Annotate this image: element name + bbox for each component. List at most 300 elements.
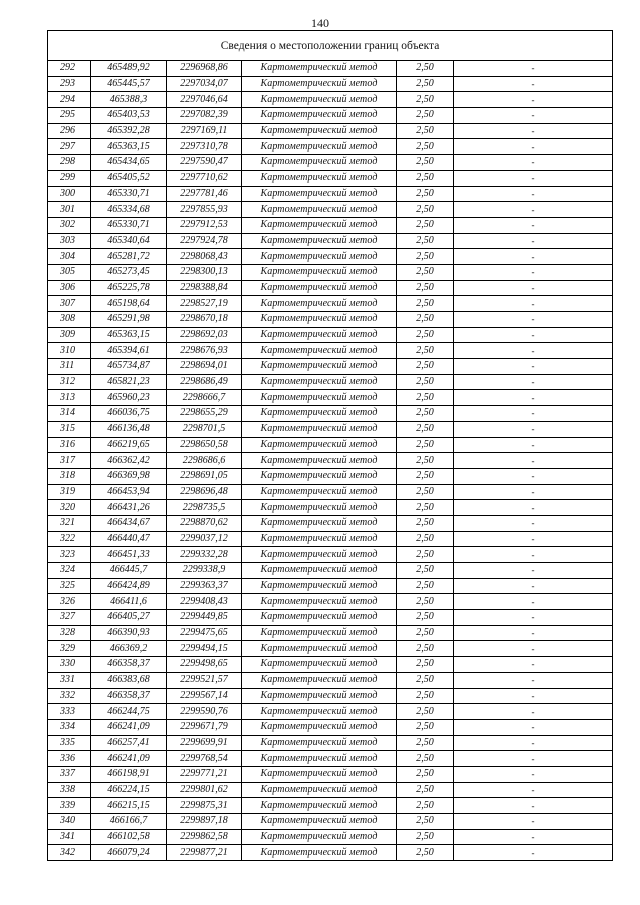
point-number-cell: 324	[48, 563, 91, 579]
accuracy-cell: 2,50	[397, 547, 454, 563]
description-cell: -	[454, 515, 613, 531]
table-row	[48, 202, 613, 218]
y-coordinate-cell: 2299338,9	[167, 563, 242, 579]
description-cell: -	[454, 798, 613, 814]
x-coordinate-cell: 466241,09	[91, 719, 167, 735]
method-cell: Картометрический метод	[242, 280, 397, 296]
y-coordinate-cell: 2299671,79	[167, 719, 242, 735]
x-coordinate-cell: 466434,67	[91, 515, 167, 531]
description-cell: -	[454, 359, 613, 375]
x-coordinate-cell: 466383,68	[91, 672, 167, 688]
point-number-cell: 311	[48, 359, 91, 375]
description-cell: -	[454, 751, 613, 767]
table-body	[48, 61, 613, 861]
method-cell: Картометрический метод	[242, 406, 397, 422]
table-row	[48, 845, 613, 861]
accuracy-cell: 2,50	[397, 578, 454, 594]
method-cell: Картометрический метод	[242, 108, 397, 124]
y-coordinate-cell: 2298701,5	[167, 421, 242, 437]
description-cell: -	[454, 531, 613, 547]
point-number-cell: 327	[48, 610, 91, 626]
x-coordinate-cell: 466224,15	[91, 782, 167, 798]
table-row	[48, 327, 613, 343]
y-coordinate-cell: 2299771,21	[167, 766, 242, 782]
x-coordinate-cell: 465489,92	[91, 61, 167, 77]
accuracy-cell: 2,50	[397, 139, 454, 155]
point-number-cell: 308	[48, 312, 91, 328]
y-coordinate-cell: 2299037,12	[167, 531, 242, 547]
point-number-cell: 310	[48, 343, 91, 359]
method-cell: Картометрический метод	[242, 672, 397, 688]
table-row	[48, 139, 613, 155]
method-cell: Картометрический метод	[242, 92, 397, 108]
point-number-cell: 307	[48, 296, 91, 312]
accuracy-cell: 2,50	[397, 61, 454, 77]
description-cell: -	[454, 264, 613, 280]
x-coordinate-cell: 466102,58	[91, 829, 167, 845]
table-row	[48, 264, 613, 280]
method-cell: Картометрический метод	[242, 170, 397, 186]
y-coordinate-cell: 2299897,18	[167, 814, 242, 830]
method-cell: Картометрический метод	[242, 751, 397, 767]
accuracy-cell: 2,50	[397, 704, 454, 720]
point-number-cell: 342	[48, 845, 91, 861]
x-coordinate-cell: 465281,72	[91, 249, 167, 265]
table-row	[48, 108, 613, 124]
point-number-cell: 331	[48, 672, 91, 688]
accuracy-cell: 2,50	[397, 296, 454, 312]
point-number-cell: 339	[48, 798, 91, 814]
accuracy-cell: 2,50	[397, 453, 454, 469]
method-cell: Картометрический метод	[242, 594, 397, 610]
y-coordinate-cell: 2299801,62	[167, 782, 242, 798]
accuracy-cell: 2,50	[397, 798, 454, 814]
accuracy-cell: 2,50	[397, 657, 454, 673]
accuracy-cell: 2,50	[397, 186, 454, 202]
table-row	[48, 437, 613, 453]
method-cell: Картометрический метод	[242, 829, 397, 845]
y-coordinate-cell: 2299408,43	[167, 594, 242, 610]
method-cell: Картометрический метод	[242, 704, 397, 720]
method-cell: Картометрический метод	[242, 468, 397, 484]
x-coordinate-cell: 466244,75	[91, 704, 167, 720]
y-coordinate-cell: 2298300,13	[167, 264, 242, 280]
x-coordinate-cell: 466036,75	[91, 406, 167, 422]
description-cell: -	[454, 641, 613, 657]
point-number-cell: 333	[48, 704, 91, 720]
point-number-cell: 325	[48, 578, 91, 594]
x-coordinate-cell: 465225,78	[91, 280, 167, 296]
x-coordinate-cell: 466440,47	[91, 531, 167, 547]
description-cell: -	[454, 437, 613, 453]
method-cell: Картометрический метод	[242, 374, 397, 390]
x-coordinate-cell: 465330,71	[91, 186, 167, 202]
point-number-cell: 294	[48, 92, 91, 108]
table-row	[48, 829, 613, 845]
method-cell: Картометрический метод	[242, 563, 397, 579]
description-cell: -	[454, 233, 613, 249]
y-coordinate-cell: 2298686,6	[167, 453, 242, 469]
accuracy-cell: 2,50	[397, 515, 454, 531]
y-coordinate-cell: 2298735,5	[167, 500, 242, 516]
x-coordinate-cell: 465291,98	[91, 312, 167, 328]
y-coordinate-cell: 2299567,14	[167, 688, 242, 704]
y-coordinate-cell: 2298696,48	[167, 484, 242, 500]
x-coordinate-cell: 466445,7	[91, 563, 167, 579]
point-number-cell: 306	[48, 280, 91, 296]
table-row	[48, 719, 613, 735]
x-coordinate-cell: 466198,91	[91, 766, 167, 782]
y-coordinate-cell: 2298676,93	[167, 343, 242, 359]
y-coordinate-cell: 2297855,93	[167, 202, 242, 218]
method-cell: Картометрический метод	[242, 735, 397, 751]
description-cell: -	[454, 814, 613, 830]
y-coordinate-cell: 2297710,62	[167, 170, 242, 186]
point-number-cell: 295	[48, 108, 91, 124]
point-number-cell: 341	[48, 829, 91, 845]
description-cell: -	[454, 468, 613, 484]
point-number-cell: 321	[48, 515, 91, 531]
table-header-row	[48, 31, 613, 61]
method-cell: Картометрический метод	[242, 845, 397, 861]
accuracy-cell: 2,50	[397, 484, 454, 500]
y-coordinate-cell: 2297924,78	[167, 233, 242, 249]
y-coordinate-cell: 2296968,86	[167, 61, 242, 77]
description-cell: -	[454, 217, 613, 233]
x-coordinate-cell: 466424,89	[91, 578, 167, 594]
method-cell: Картометрический метод	[242, 217, 397, 233]
x-coordinate-cell: 465340,64	[91, 233, 167, 249]
accuracy-cell: 2,50	[397, 406, 454, 422]
accuracy-cell: 2,50	[397, 563, 454, 579]
accuracy-cell: 2,50	[397, 672, 454, 688]
point-number-cell: 318	[48, 468, 91, 484]
point-number-cell: 312	[48, 374, 91, 390]
accuracy-cell: 2,50	[397, 217, 454, 233]
description-cell: -	[454, 578, 613, 594]
method-cell: Картометрический метод	[242, 202, 397, 218]
description-cell: -	[454, 625, 613, 641]
y-coordinate-cell: 2298650,58	[167, 437, 242, 453]
y-coordinate-cell: 2297310,78	[167, 139, 242, 155]
method-cell: Картометрический метод	[242, 641, 397, 657]
method-cell: Картометрический метод	[242, 343, 397, 359]
description-cell: -	[454, 453, 613, 469]
point-number-cell: 317	[48, 453, 91, 469]
y-coordinate-cell: 2298068,43	[167, 249, 242, 265]
accuracy-cell: 2,50	[397, 610, 454, 626]
description-cell: -	[454, 123, 613, 139]
x-coordinate-cell: 465334,68	[91, 202, 167, 218]
point-number-cell: 305	[48, 264, 91, 280]
table-row	[48, 170, 613, 186]
accuracy-cell: 2,50	[397, 766, 454, 782]
table-row	[48, 515, 613, 531]
method-cell: Картометрический метод	[242, 155, 397, 171]
point-number-cell: 316	[48, 437, 91, 453]
table-row	[48, 735, 613, 751]
x-coordinate-cell: 465388,3	[91, 92, 167, 108]
point-number-cell: 298	[48, 155, 91, 171]
y-coordinate-cell: 2299332,28	[167, 547, 242, 563]
y-coordinate-cell: 2299862,58	[167, 829, 242, 845]
accuracy-cell: 2,50	[397, 594, 454, 610]
accuracy-cell: 2,50	[397, 359, 454, 375]
x-coordinate-cell: 465434,65	[91, 155, 167, 171]
method-cell: Картометрический метод	[242, 327, 397, 343]
method-cell: Картометрический метод	[242, 798, 397, 814]
accuracy-cell: 2,50	[397, 374, 454, 390]
method-cell: Картометрический метод	[242, 484, 397, 500]
y-coordinate-cell: 2299521,57	[167, 672, 242, 688]
method-cell: Картометрический метод	[242, 782, 397, 798]
description-cell: -	[454, 327, 613, 343]
accuracy-cell: 2,50	[397, 421, 454, 437]
point-number-cell: 300	[48, 186, 91, 202]
point-number-cell: 334	[48, 719, 91, 735]
table-row	[48, 343, 613, 359]
table-row	[48, 484, 613, 500]
y-coordinate-cell: 2298870,62	[167, 515, 242, 531]
table-row	[48, 359, 613, 375]
point-number-cell: 336	[48, 751, 91, 767]
y-coordinate-cell: 2299699,91	[167, 735, 242, 751]
accuracy-cell: 2,50	[397, 108, 454, 124]
description-cell: -	[454, 280, 613, 296]
description-cell: -	[454, 782, 613, 798]
x-coordinate-cell: 466358,37	[91, 688, 167, 704]
accuracy-cell: 2,50	[397, 170, 454, 186]
accuracy-cell: 2,50	[397, 249, 454, 265]
method-cell: Картометрический метод	[242, 123, 397, 139]
accuracy-cell: 2,50	[397, 829, 454, 845]
x-coordinate-cell: 466411,6	[91, 594, 167, 610]
y-coordinate-cell: 2297082,39	[167, 108, 242, 124]
table-row	[48, 766, 613, 782]
y-coordinate-cell: 2297034,07	[167, 76, 242, 92]
accuracy-cell: 2,50	[397, 123, 454, 139]
y-coordinate-cell: 2298666,7	[167, 390, 242, 406]
y-coordinate-cell: 2299875,31	[167, 798, 242, 814]
description-cell: -	[454, 829, 613, 845]
point-number-cell: 328	[48, 625, 91, 641]
accuracy-cell: 2,50	[397, 264, 454, 280]
accuracy-cell: 2,50	[397, 343, 454, 359]
method-cell: Картометрический метод	[242, 390, 397, 406]
table-row	[48, 641, 613, 657]
table-row	[48, 123, 613, 139]
description-cell: -	[454, 421, 613, 437]
point-number-cell: 330	[48, 657, 91, 673]
x-coordinate-cell: 465960,23	[91, 390, 167, 406]
table-row	[48, 390, 613, 406]
method-cell: Картометрический метод	[242, 61, 397, 77]
method-cell: Картометрический метод	[242, 249, 397, 265]
y-coordinate-cell: 2298527,19	[167, 296, 242, 312]
method-cell: Картометрический метод	[242, 547, 397, 563]
description-cell: -	[454, 155, 613, 171]
table-row	[48, 814, 613, 830]
table-row	[48, 280, 613, 296]
table-row	[48, 594, 613, 610]
description-cell: -	[454, 312, 613, 328]
x-coordinate-cell: 465273,45	[91, 264, 167, 280]
table-row	[48, 453, 613, 469]
x-coordinate-cell: 465405,52	[91, 170, 167, 186]
method-cell: Картометрический метод	[242, 515, 397, 531]
point-number-cell: 340	[48, 814, 91, 830]
table-row	[48, 625, 613, 641]
table-row	[48, 406, 613, 422]
method-cell: Картометрический метод	[242, 76, 397, 92]
table-row	[48, 751, 613, 767]
description-cell: -	[454, 657, 613, 673]
point-number-cell: 297	[48, 139, 91, 155]
description-cell: -	[454, 500, 613, 516]
accuracy-cell: 2,50	[397, 845, 454, 861]
description-cell: -	[454, 296, 613, 312]
table-row	[48, 249, 613, 265]
method-cell: Картометрический метод	[242, 359, 397, 375]
x-coordinate-cell: 465330,71	[91, 217, 167, 233]
method-cell: Картометрический метод	[242, 312, 397, 328]
table-row	[48, 578, 613, 594]
table-row	[48, 657, 613, 673]
method-cell: Картометрический метод	[242, 437, 397, 453]
x-coordinate-cell: 466369,2	[91, 641, 167, 657]
x-coordinate-cell: 465392,28	[91, 123, 167, 139]
description-cell: -	[454, 704, 613, 720]
x-coordinate-cell: 465734,87	[91, 359, 167, 375]
x-coordinate-cell: 466079,24	[91, 845, 167, 861]
method-cell: Картометрический метод	[242, 421, 397, 437]
accuracy-cell: 2,50	[397, 155, 454, 171]
y-coordinate-cell: 2298691,05	[167, 468, 242, 484]
table-row	[48, 672, 613, 688]
x-coordinate-cell: 465821,23	[91, 374, 167, 390]
point-number-cell: 292	[48, 61, 91, 77]
method-cell: Картометрический метод	[242, 296, 397, 312]
x-coordinate-cell: 466219,65	[91, 437, 167, 453]
table-row	[48, 782, 613, 798]
y-coordinate-cell: 2298686,49	[167, 374, 242, 390]
description-cell: -	[454, 186, 613, 202]
method-cell: Картометрический метод	[242, 814, 397, 830]
method-cell: Картометрический метод	[242, 610, 397, 626]
description-cell: -	[454, 735, 613, 751]
point-number-cell: 320	[48, 500, 91, 516]
method-cell: Картометрический метод	[242, 233, 397, 249]
table-row	[48, 233, 613, 249]
y-coordinate-cell: 2298388,84	[167, 280, 242, 296]
x-coordinate-cell: 466431,26	[91, 500, 167, 516]
y-coordinate-cell: 2297781,46	[167, 186, 242, 202]
accuracy-cell: 2,50	[397, 327, 454, 343]
table-row	[48, 688, 613, 704]
description-cell: -	[454, 170, 613, 186]
y-coordinate-cell: 2299475,65	[167, 625, 242, 641]
point-number-cell: 309	[48, 327, 91, 343]
description-cell: -	[454, 139, 613, 155]
table-row	[48, 704, 613, 720]
method-cell: Картометрический метод	[242, 766, 397, 782]
y-coordinate-cell: 2297590,47	[167, 155, 242, 171]
x-coordinate-cell: 466369,98	[91, 468, 167, 484]
description-cell: -	[454, 406, 613, 422]
table-row	[48, 155, 613, 171]
accuracy-cell: 2,50	[397, 437, 454, 453]
accuracy-cell: 2,50	[397, 814, 454, 830]
y-coordinate-cell: 2299877,21	[167, 845, 242, 861]
point-number-cell: 322	[48, 531, 91, 547]
table-row	[48, 563, 613, 579]
method-cell: Картометрический метод	[242, 531, 397, 547]
method-cell: Картометрический метод	[242, 657, 397, 673]
accuracy-cell: 2,50	[397, 688, 454, 704]
point-number-cell: 329	[48, 641, 91, 657]
description-cell: -	[454, 563, 613, 579]
table-row	[48, 531, 613, 547]
x-coordinate-cell: 466136,48	[91, 421, 167, 437]
accuracy-cell: 2,50	[397, 735, 454, 751]
accuracy-cell: 2,50	[397, 76, 454, 92]
method-cell: Картометрический метод	[242, 453, 397, 469]
y-coordinate-cell: 2297912,53	[167, 217, 242, 233]
x-coordinate-cell: 466453,94	[91, 484, 167, 500]
x-coordinate-cell: 465363,15	[91, 327, 167, 343]
x-coordinate-cell: 466451,33	[91, 547, 167, 563]
table-row	[48, 468, 613, 484]
point-number-cell: 338	[48, 782, 91, 798]
description-cell: -	[454, 594, 613, 610]
point-number-cell: 304	[48, 249, 91, 265]
point-number-cell: 296	[48, 123, 91, 139]
page-number: 140	[311, 16, 329, 30]
table-row	[48, 547, 613, 563]
accuracy-cell: 2,50	[397, 312, 454, 328]
point-number-cell: 337	[48, 766, 91, 782]
y-coordinate-cell: 2299494,15	[167, 641, 242, 657]
table-row	[48, 61, 613, 77]
x-coordinate-cell: 466358,37	[91, 657, 167, 673]
accuracy-cell: 2,50	[397, 202, 454, 218]
table-title: Сведения о местоположении границ объекта	[48, 31, 613, 61]
x-coordinate-cell: 466362,42	[91, 453, 167, 469]
description-cell: -	[454, 845, 613, 861]
description-cell: -	[454, 343, 613, 359]
x-coordinate-cell: 466390,93	[91, 625, 167, 641]
table-row	[48, 421, 613, 437]
x-coordinate-cell: 465403,53	[91, 108, 167, 124]
x-coordinate-cell: 466166,7	[91, 814, 167, 830]
x-coordinate-cell: 466241,09	[91, 751, 167, 767]
description-cell: -	[454, 92, 613, 108]
description-cell: -	[454, 484, 613, 500]
point-number-cell: 332	[48, 688, 91, 704]
point-number-cell: 302	[48, 217, 91, 233]
point-number-cell: 323	[48, 547, 91, 563]
table-row	[48, 798, 613, 814]
x-coordinate-cell: 465394,61	[91, 343, 167, 359]
table-row	[48, 76, 613, 92]
table-row	[48, 610, 613, 626]
x-coordinate-cell: 465445,57	[91, 76, 167, 92]
accuracy-cell: 2,50	[397, 92, 454, 108]
method-cell: Картометрический метод	[242, 625, 397, 641]
description-cell: -	[454, 390, 613, 406]
description-cell: -	[454, 76, 613, 92]
x-coordinate-cell: 465363,15	[91, 139, 167, 155]
